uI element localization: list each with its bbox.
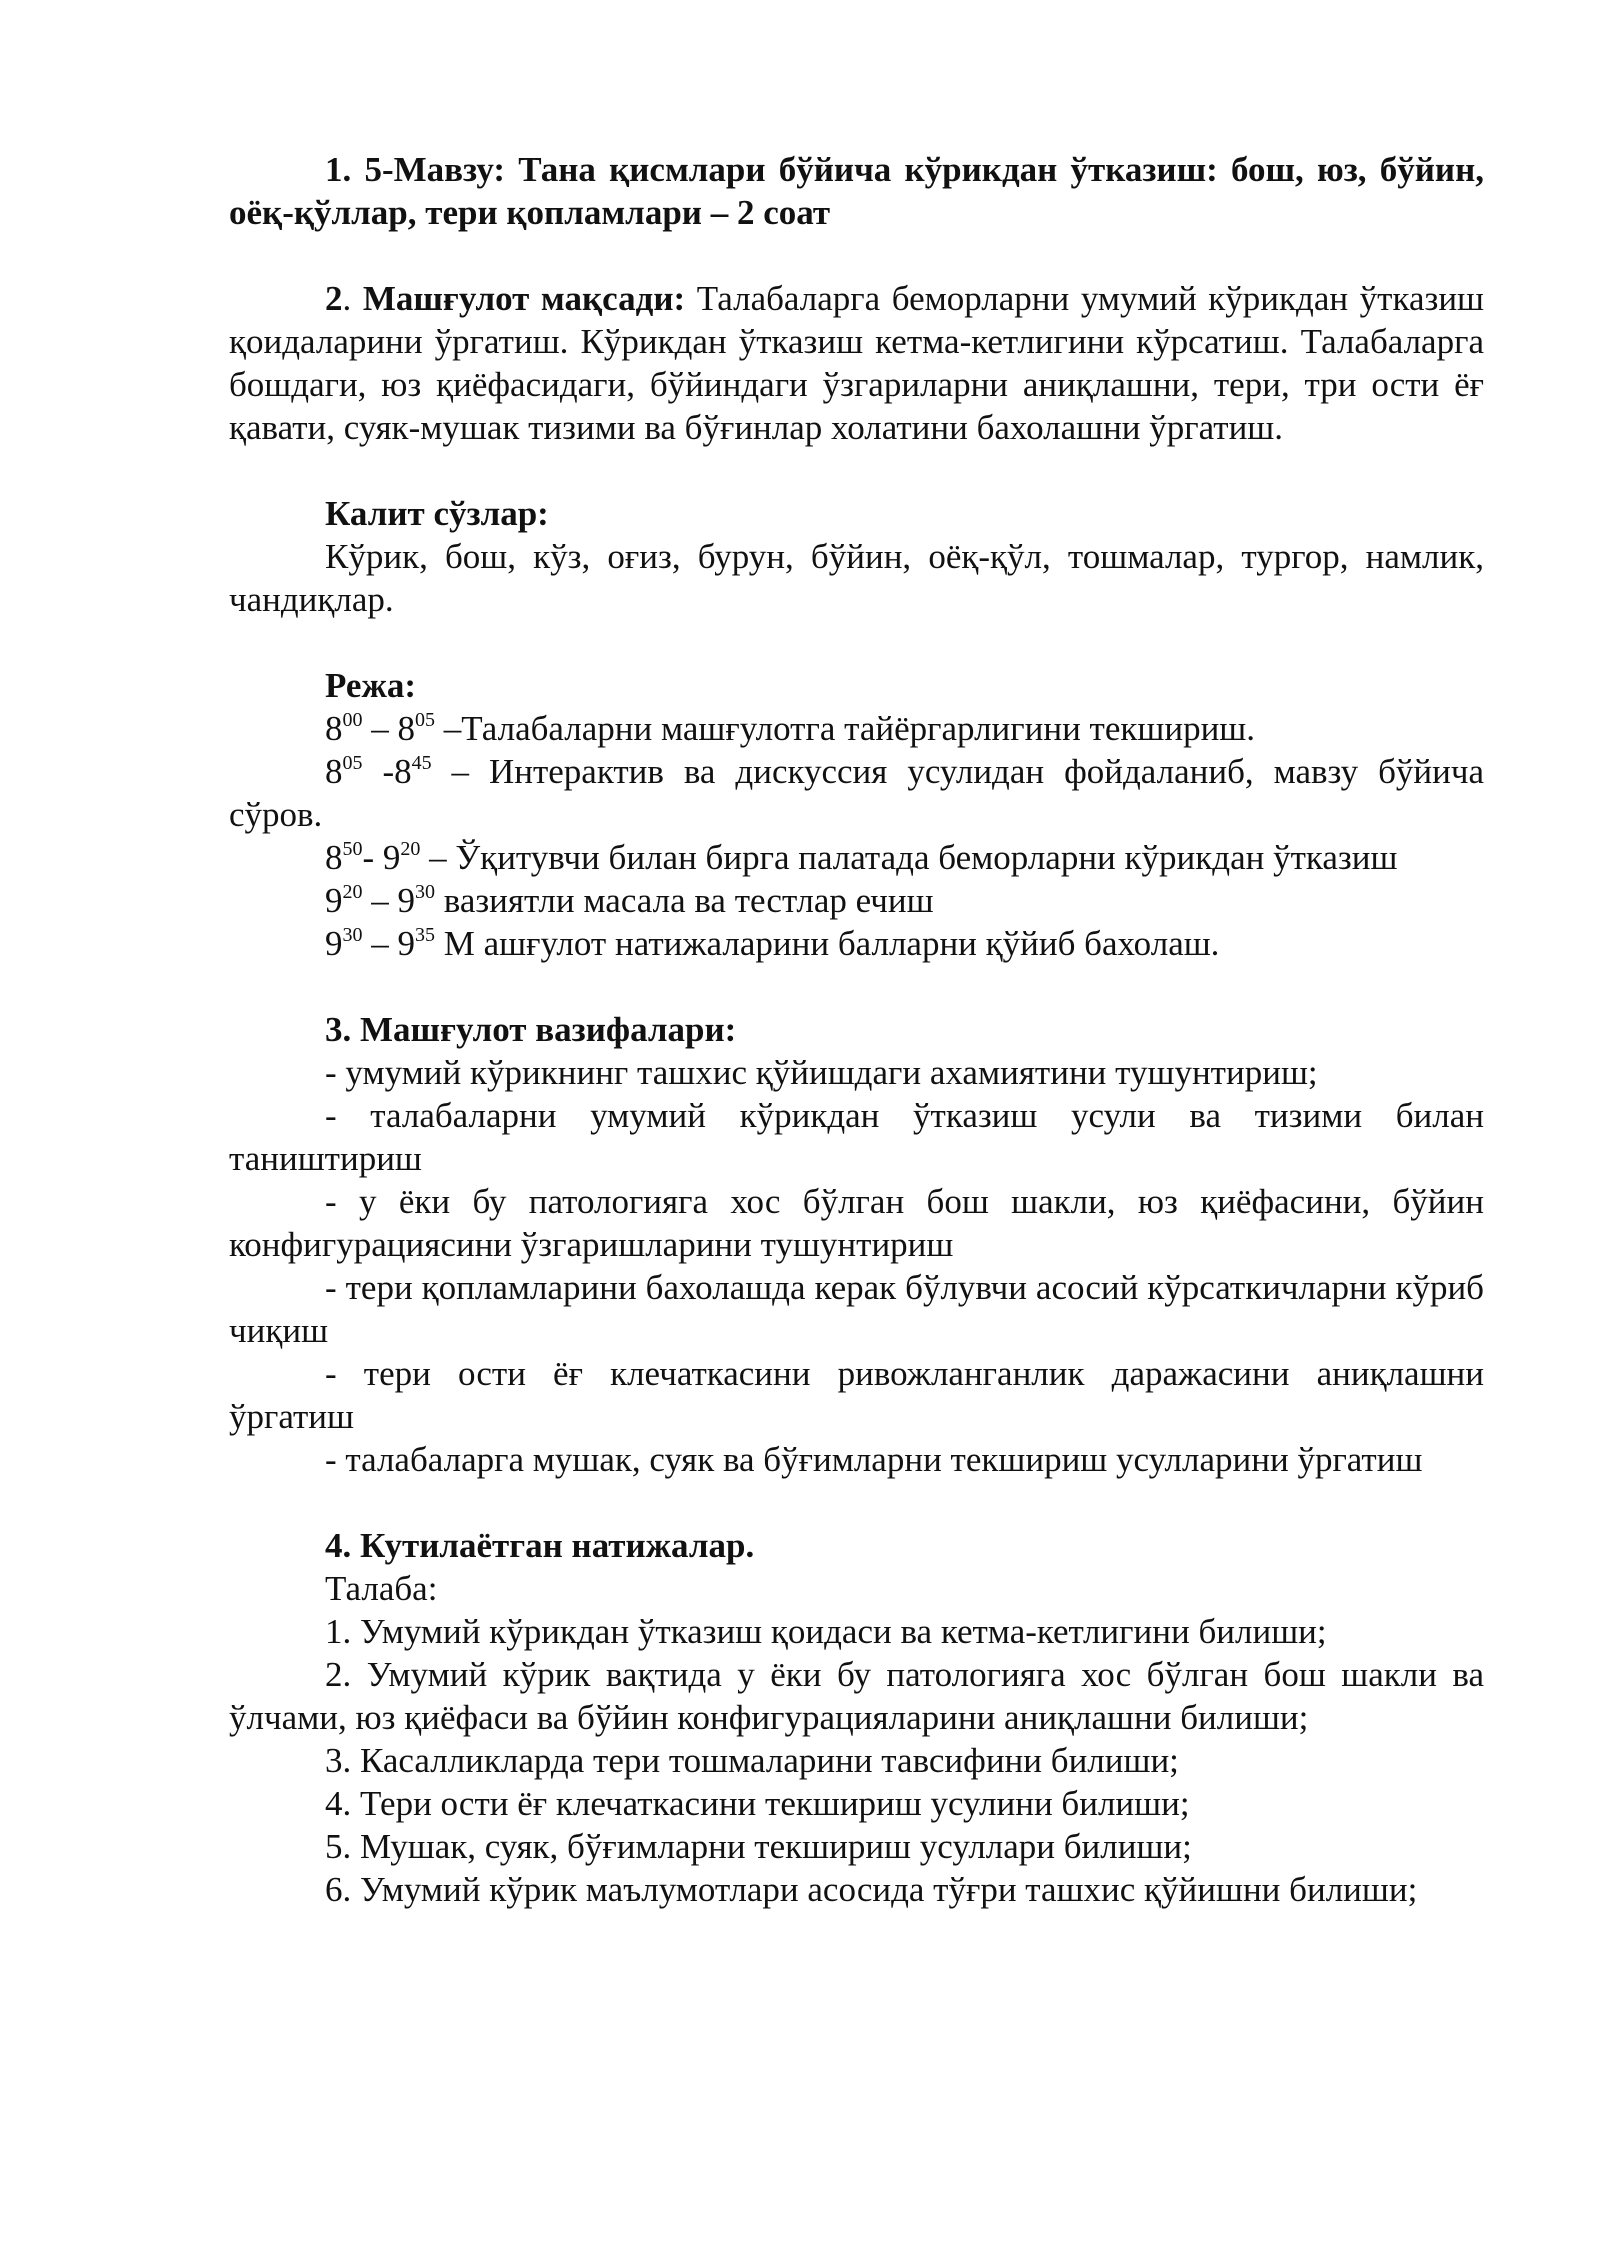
- plan-start-minutes: 20: [342, 881, 363, 903]
- task-item: - у ёки бу патологияга хос бўлган бош шакли, юз қиёфасини, бўйин конфигурациясини ўзгаришларини тушунтириш: [229, 1182, 1484, 1264]
- plan-activity: вазиятли масала ва тестлар ечиш: [435, 881, 934, 920]
- plan-item: [229, 836, 1484, 879]
- goal-text: Талабаларга беморларни умумий кўрикдан ўтказиш қоидаларини ўргатиш. Кўрикдан ўтказиш кетма-кетлигини кўрсатиш. Талабаларга бошдаги, юз қиёфасидаги, бўйиндаги ўзгариларни аниқлашни, тери, три ости ёғ қавати, суяк-мушак тизими ва бўғинлар холатини бахолашни ўргатиш.: [229, 279, 1484, 447]
- plan-time-separator: –: [362, 709, 398, 748]
- tasks-heading: 3. Машғулот вазифалари:: [325, 1010, 737, 1049]
- results-subject: Талаба:: [325, 1569, 438, 1608]
- plan-end-minutes: 20: [400, 838, 421, 860]
- keywords-text: Кўрик, бош, кўз, оғиз, бурун, бўйин, оёқ-қўл, тошмалар, тургор, намлик, чандиқлар.: [229, 537, 1484, 619]
- plan-end-hour: 8: [394, 752, 412, 791]
- plan-end-hour: 9: [397, 924, 415, 963]
- keywords-heading: Калит сўзлар:: [325, 494, 549, 533]
- plan-start-hour: 8: [325, 838, 343, 877]
- result-item: 2. Умумий кўрик вақтида у ёки бу патологияга хос бўлган бош шакли ва ўлчами, юз қиёфаси ва бўйин конфигурацияларини аниқлашни билиши;: [229, 1655, 1484, 1737]
- topic-heading: 1. 5-Мавзу: Тана қисмлари бўйича кўрикдан ўтказиш: бош, юз, бўйин, оёқ-қўллар, тери қопламлари – 2 соат: [229, 150, 1484, 232]
- goal-label: Машғулот мақсади:: [362, 279, 686, 318]
- plan-activity: – Интерактив ва дискуссия усулидан фойдаланиб, мавзу бўйича сўров.: [229, 752, 1484, 834]
- plan-end-hour: 9: [397, 881, 415, 920]
- results-heading: 4. Кутилаётган натижалар.: [325, 1526, 755, 1565]
- plan-end-hour: 9: [382, 838, 401, 877]
- result-item: 5. Мушак, суяк, бўғимларни текшириш усуллари билиши;: [325, 1827, 1192, 1866]
- plan-heading: Режа:: [325, 666, 416, 705]
- goal-paragraph: 2. Машғулот мақсади: Талабаларга беморларни умумий кўрикдан ўтказиш қоидаларини ўргатиш. Кўрикдан ўтказиш кетма-кетлигини кўрсатиш. Талабаларга бошдаги, юз қиёфасидаги, бўйиндаги ўзгариларни аниқлашни, тери, три ости ёғ қавати, суяк-мушак тизими ва бўғинлар холатини бахолашни ўргатиш.: [229, 279, 1484, 447]
- document-body: [229, 148, 1484, 1911]
- plan-time-separator: -: [362, 752, 395, 791]
- result-item: 6. Умумий кўрик маълумотлари асосида тўғри ташхис қўйишни билиши;: [325, 1870, 1418, 1909]
- plan-time-separator: –: [362, 881, 398, 920]
- task-item: - умумий кўрикнинг ташхис қўйишдаги ахамиятини тушунтириш;: [325, 1053, 1318, 1092]
- result-item: 1. Умумий кўрикдан ўтказиш қоидаси ва кетма-кетлигини билиши;: [325, 1612, 1327, 1651]
- plan-end-hour: 8: [397, 709, 415, 748]
- plan-activity: –Талабаларни машғулотга тайёргарлигини текшириш.: [435, 709, 1256, 748]
- plan-item: [229, 707, 1484, 750]
- result-item: 4. Тери ости ёғ клечаткасини текшириш усулини билиши;: [325, 1784, 1190, 1823]
- plan-start-hour: 9: [325, 924, 343, 963]
- plan-start-hour: 8: [325, 752, 343, 791]
- plan-item: [229, 750, 1484, 836]
- task-item: - тери қопламларини бахолашда керак бўлувчи асосий кўрсаткичларни кўриб чиқиш: [229, 1268, 1484, 1350]
- task-item: - тери ости ёғ клечаткасини ривожланганлик даражасини аниқлашни ўргатиш: [229, 1354, 1484, 1436]
- result-item: 3. Касалликларда тери тошмаларини тавсифини билиши;: [325, 1741, 1179, 1780]
- task-item: - талабаларга мушак, суяк ва бўғимларни текшириш усулларини ўргатиш: [325, 1440, 1423, 1479]
- task-item: - талабаларни умумий кўрикдан ўтказиш усули ва тизими билан таништириш: [229, 1096, 1484, 1178]
- plan-start-hour: 9: [325, 881, 343, 920]
- plan-end-minutes: 30: [415, 881, 435, 903]
- plan-item: [229, 879, 1484, 922]
- plan-start-hour: 8: [325, 709, 343, 748]
- plan-start-minutes: 05: [342, 752, 363, 774]
- plan-list: [229, 707, 1484, 965]
- plan-end-minutes: 35: [415, 924, 435, 946]
- plan-time-separator: -: [362, 838, 383, 877]
- plan-item: [229, 922, 1484, 965]
- plan-activity: – Ўқитувчи билан бирга палатада беморларни кўрикдан ўтказиш: [420, 838, 1398, 877]
- plan-end-minutes: 05: [415, 709, 435, 731]
- plan-time-separator: –: [362, 924, 398, 963]
- plan-start-minutes: 50: [342, 838, 363, 860]
- goal-number: 2: [325, 279, 343, 318]
- plan-activity: М ашғулот натижаларини балларни қўйиб бахолаш.: [435, 924, 1220, 963]
- plan-start-minutes: 00: [342, 709, 363, 731]
- plan-end-minutes: 45: [411, 752, 432, 774]
- plan-start-minutes: 30: [342, 924, 363, 946]
